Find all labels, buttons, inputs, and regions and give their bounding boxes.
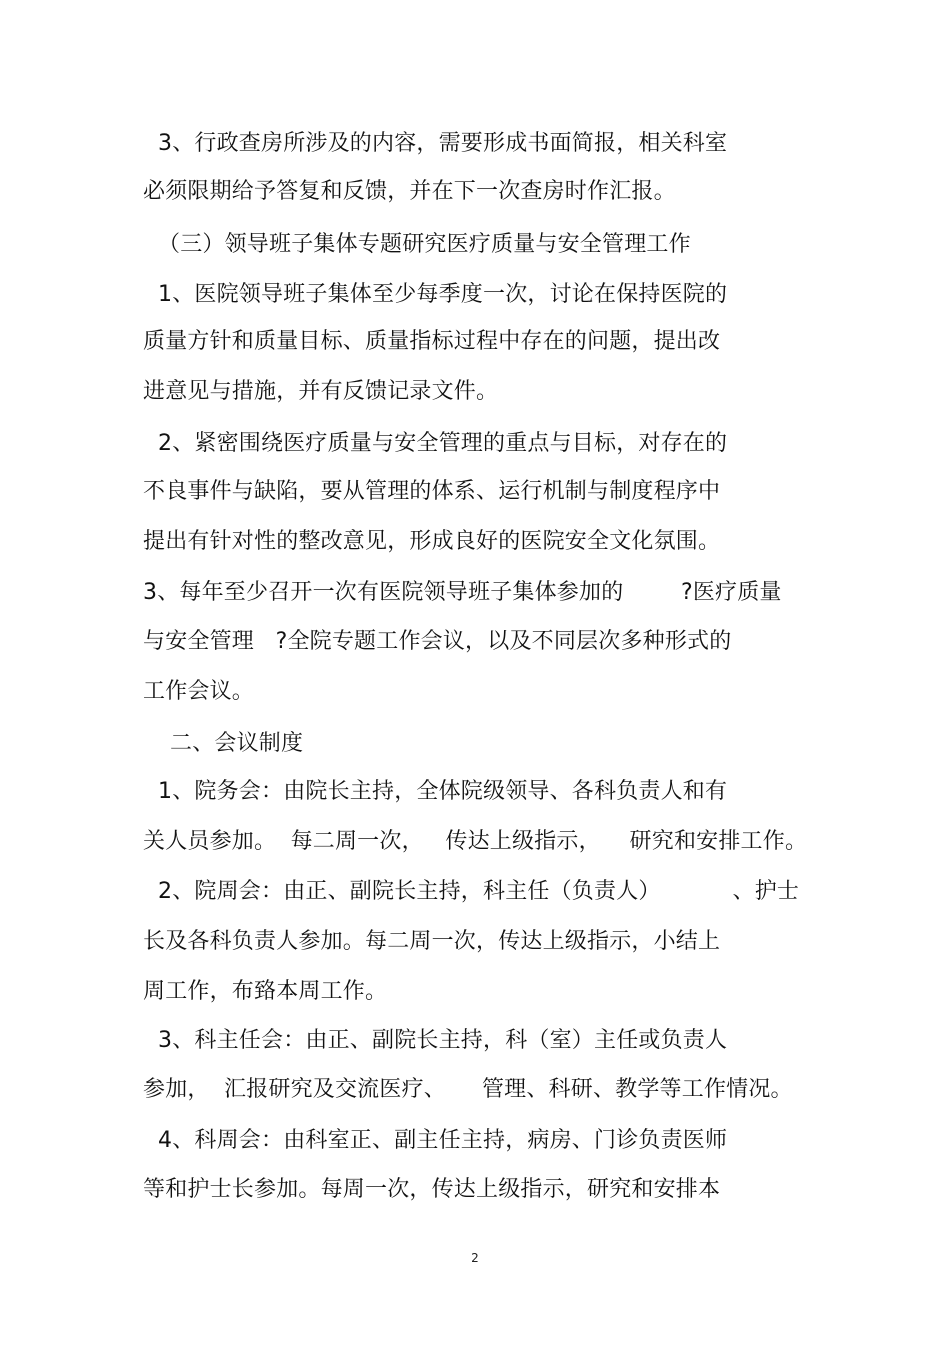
page-number: 2 xyxy=(471,1251,479,1265)
section-heading: 二、会议制度 xyxy=(170,731,304,756)
text-line: 工作会议。 xyxy=(143,679,255,704)
text-line: 1、院务会：由院长主持，全体院级领导、各科负责人和有 xyxy=(158,779,728,804)
text-line: 4、科周会：由科室正、副主任主持，病房、门诊负责医师 xyxy=(158,1128,728,1153)
text-line: 3、每年至少召开一次有医院领导班子集体参加的 ?医疗质量 xyxy=(143,580,782,605)
text-line: 2、紧密围绕医疗质量与安全管理的重点与目标，对存在的 xyxy=(158,431,728,456)
text-line: 参加， 汇报研究及交流医疗、 管理、科研、教学等工作情况。 xyxy=(143,1077,793,1102)
text-line: 3、行政查房所涉及的内容，需要形成书面简报，相关科室 xyxy=(158,131,728,156)
text-line: 进意见与措施，并有反馈记录文件。 xyxy=(143,379,499,404)
text-line: 周工作，布臵本周工作。 xyxy=(143,979,388,1004)
text-line: 3、科主任会：由正、副院长主持，科（室）主任或负责人 xyxy=(158,1028,728,1053)
text-line: 1、医院领导班子集体至少每季度一次，讨论在保持医院的 xyxy=(158,282,728,307)
section-heading: （三）领导班子集体专题研究医疗质量与安全管理工作 xyxy=(158,232,691,257)
text-line: 与安全管理 ?全院专题工作会议，以及不同层次多种形式的 xyxy=(143,629,732,654)
text-line: 关人员参加。 每二周一次， 传达上级指示， 研究和安排工作。 xyxy=(143,829,808,854)
text-line: 提出有针对性的整改意见，形成良好的医院安全文化氛围。 xyxy=(143,529,721,554)
text-line: 不良事件与缺陷，要从管理的体系、运行机制与制度程序中 xyxy=(143,479,721,504)
text-line: 必须限期给予答复和反馈，并在下一次查房时作汇报。 xyxy=(143,179,676,204)
text-line: 质量方针和质量目标、质量指标过程中存在的问题，提出改 xyxy=(143,329,721,354)
text-line: 长及各科负责人参加。每二周一次，传达上级指示，小结上 xyxy=(143,929,721,954)
text-line: 2、院周会：由正、副院长主持，科主任（负责人） 、护士 xyxy=(158,879,800,904)
text-line: 等和护士长参加。每周一次，传达上级指示，研究和安排本 xyxy=(143,1177,721,1202)
